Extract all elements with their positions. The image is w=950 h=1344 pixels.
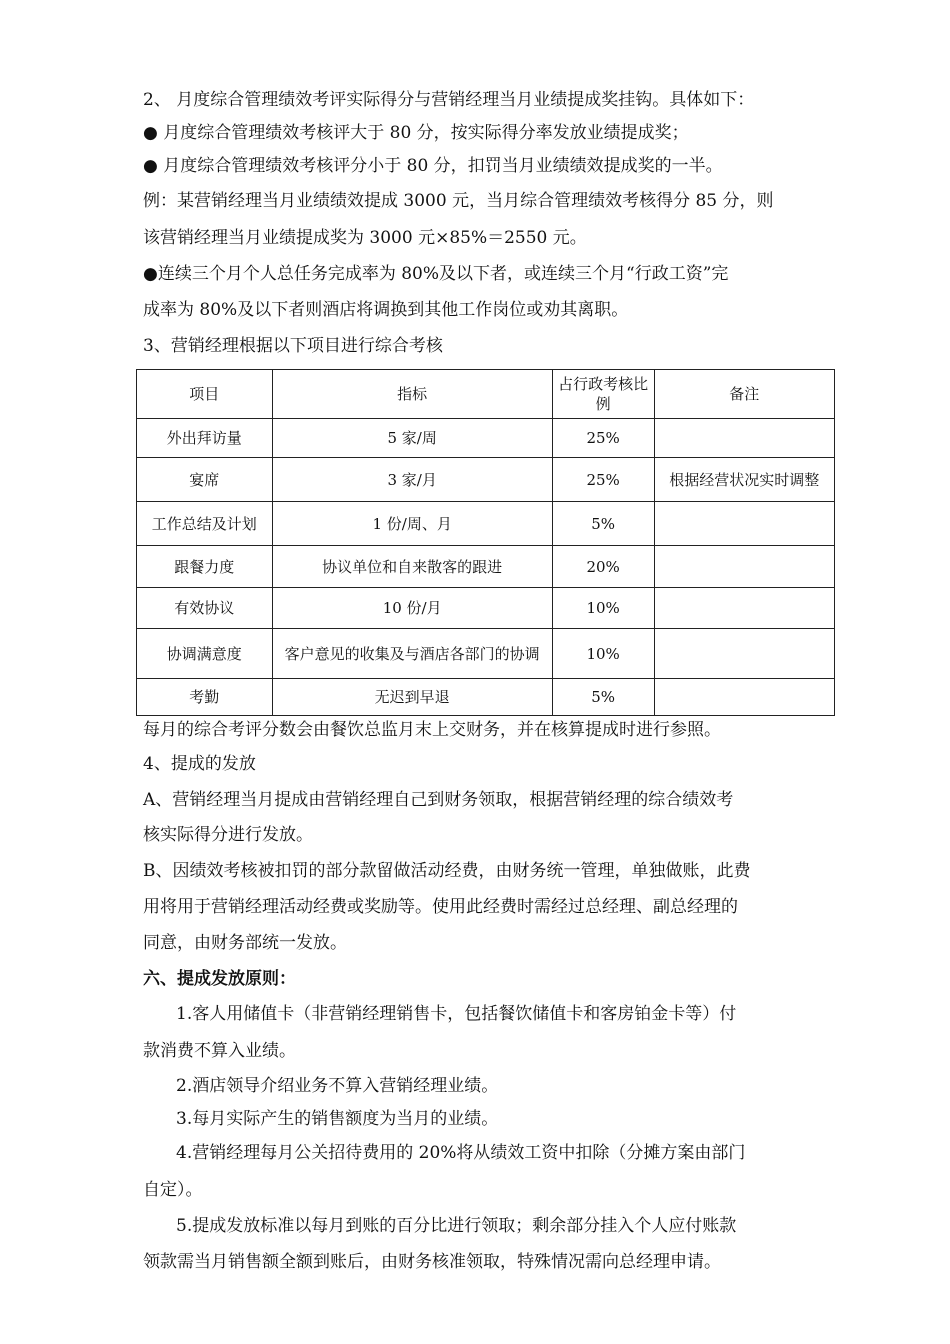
cell-remark [654,588,834,629]
principle-5-line-1: 5.提成发放标准以每月到账的百分比进行领取；剩余部分挂入个人应付账款 [176,1216,737,1236]
cell-item: 工作总结及计划 [137,502,273,546]
cell-remark [654,629,834,679]
principle-5-line-2: 领款需当月销售额全额到账后，由财务核准领取，特殊情况需向总经理申请。 [143,1252,721,1272]
item-b-line-3: 同意，由财务部统一发放。 [143,933,347,953]
cell-item: 跟餐力度 [137,546,273,588]
bullet-above-80: ● 月度综合管理绩效考核评大于 80 分，按实际得分率发放业绩提成奖； [143,123,689,143]
cell-indicator: 1 份/周、月 [272,502,552,546]
cell-indicator: 无迟到早退 [272,679,552,716]
header-indicator: 指标 [272,370,552,419]
cell-ratio: 5% [552,679,654,716]
cell-item: 外出拜访量 [137,419,273,458]
cell-item: 有效协议 [137,588,273,629]
section-6-heading: 六、提成发放原则： [143,969,296,989]
principle-4-line-1: 4.营销经理每月公关招待费用的 20%将从绩效工资中扣除（分摊方案由部门 [176,1143,746,1163]
cell-ratio: 20% [552,546,654,588]
cell-indicator: 3 家/月 [272,458,552,502]
header-remark: 备注 [654,370,834,419]
item-b-line-2: 用将用于营销经理活动经费或奖励等。使用此经费时需经过总经理、副总经理的 [143,897,738,917]
table-row [137,588,835,629]
table-row [137,419,835,458]
table-row [137,629,835,679]
assessment-table [136,369,835,716]
principle-3: 3.每月实际产生的销售额度为当月的业绩。 [176,1109,499,1129]
table-header-row [137,370,835,419]
cell-ratio: 10% [552,588,654,629]
item-a-line-2: 核实际得分进行发放。 [143,825,313,845]
cell-indicator: 客户意见的收集及与酒店各部门的协调 [272,629,552,679]
table-row [137,458,835,502]
cell-indicator: 10 份/月 [272,588,552,629]
principle-1-line-2: 款消费不算入业绩。 [143,1041,296,1061]
bullet-consecutive-line-1: ●连续三个月个人总任务完成率为 80%及以下者，或连续三个月“行政工资”完 [143,264,729,284]
header-ratio: 占行政考核比例 [552,370,654,419]
principle-1-line-1: 1.客人用储值卡（非营销经理销售卡，包括餐饮储值卡和客房铂金卡等）付 [176,1004,737,1024]
cell-remark: 根据经营状况实时调整 [654,458,834,502]
cell-ratio: 5% [552,502,654,546]
principle-2: 2.酒店领导介绍业务不算入营销经理业绩。 [176,1076,499,1096]
bullet-consecutive-line-2: 成率为 80%及以下者则酒店将调换到其他工作岗位或劝其离职。 [143,300,629,320]
cell-item: 协调满意度 [137,629,273,679]
example-line-2: 该营销经理当月业绩提成奖为 3000 元×85%＝2550 元。 [143,228,587,248]
table-row [137,679,835,716]
cell-ratio: 10% [552,629,654,679]
header-item: 项目 [137,370,273,419]
cell-indicator: 5 家/周 [272,419,552,458]
item-a-line-1: A、营销经理当月提成由营销经理自己到财务领取，根据营销经理的综合绩效考 [143,790,734,810]
cell-ratio: 25% [552,419,654,458]
cell-remark [654,419,834,458]
bullet-below-80: ● 月度综合管理绩效考核评分小于 80 分，扣罚当月业绩绩效提成奖的一半。 [143,156,723,176]
table-row [137,546,835,588]
table-note: 每月的综合考评分数会由餐饮总监月末上交财务，并在核算提成时进行参照。 [143,720,721,740]
section-4-heading: 4、提成的发放 [143,754,256,774]
paragraph-2-heading: 2、 月度综合管理绩效考评实际得分与营销经理当月业绩提成奖挂钩。具体如下： [143,90,755,110]
principle-4-line-2: 自定）。 [143,1180,203,1200]
cell-ratio: 25% [552,458,654,502]
cell-remark [654,502,834,546]
cell-indicator: 协议单位和自来散客的跟进 [272,546,552,588]
table-row [137,502,835,546]
cell-remark [654,546,834,588]
cell-remark [654,679,834,716]
cell-item: 考勤 [137,679,273,716]
example-line-1: 例：某营销经理当月业绩绩效提成 3000 元，当月综合管理绩效考核得分 85 分，则 [143,191,774,211]
cell-item: 宴席 [137,458,273,502]
paragraph-3-heading: 3、营销经理根据以下项目进行综合考核 [143,336,443,356]
item-b-line-1: B、因绩效考核被扣罚的部分款留做活动经费，由财务统一管理，单独做账，此费 [143,861,751,881]
